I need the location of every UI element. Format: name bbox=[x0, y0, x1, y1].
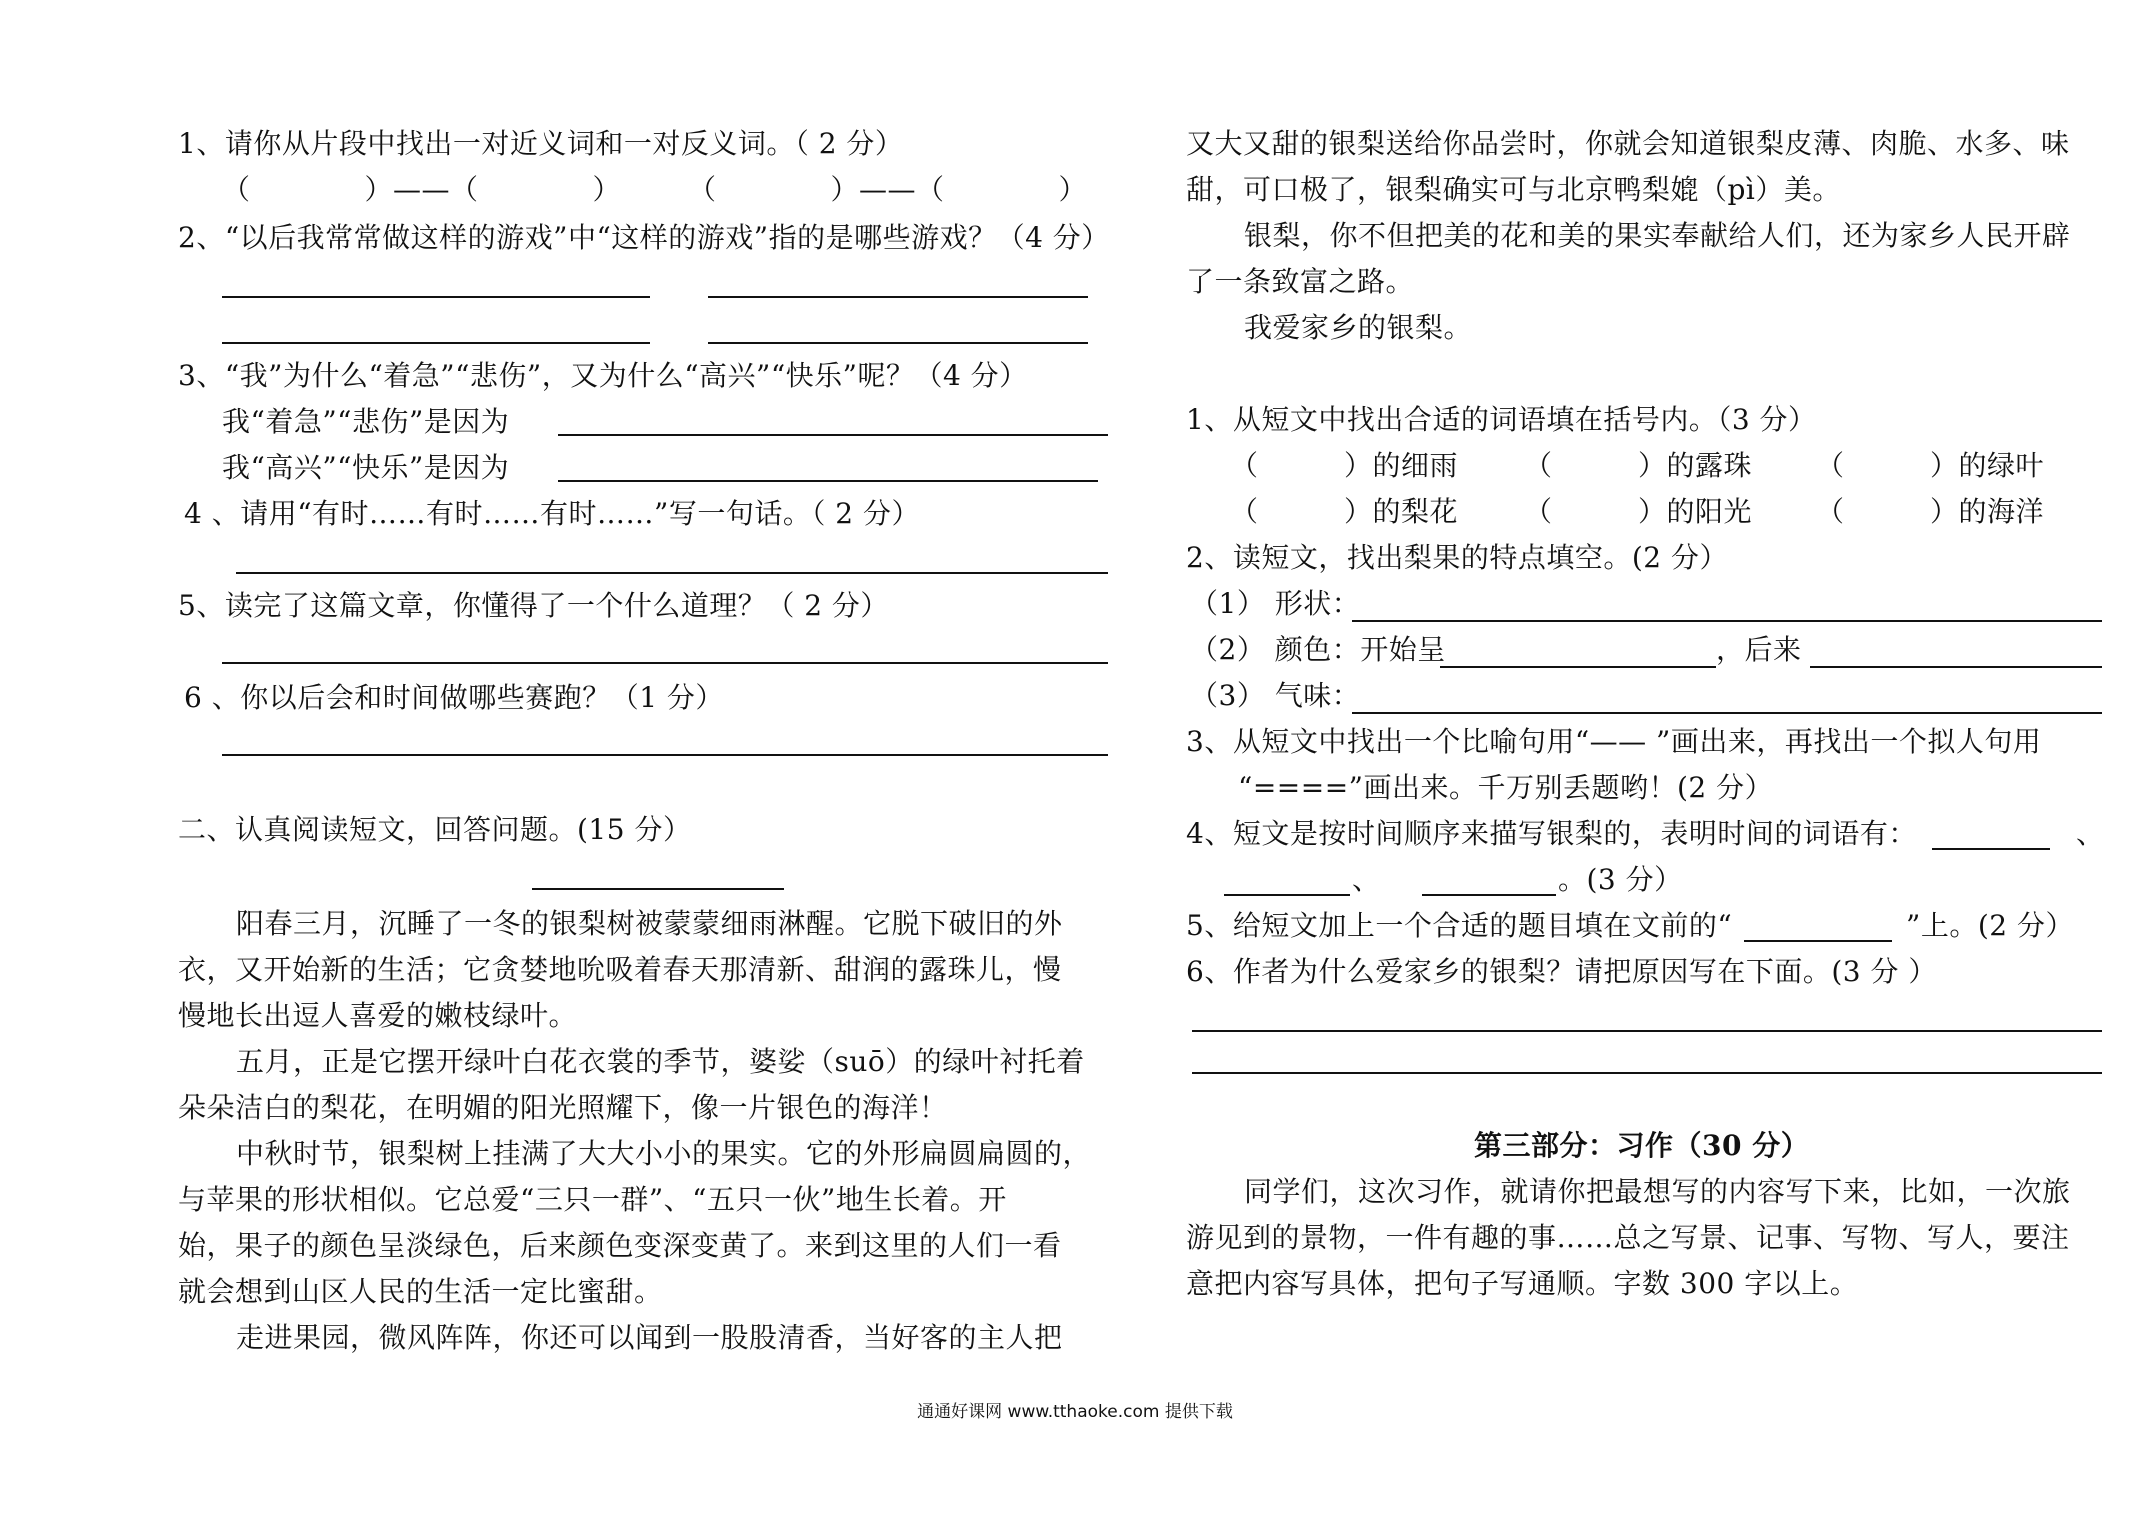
q2-answer-line-2[interactable] bbox=[708, 296, 1088, 298]
q2-answer-line-4[interactable] bbox=[708, 342, 1088, 344]
q2-answer-line-1[interactable] bbox=[222, 296, 650, 298]
rq4-end: 。(3 分） bbox=[1558, 863, 1683, 896]
rq5-title-answer[interactable] bbox=[1744, 940, 1892, 942]
rq2-shape-label: （1） 形状： bbox=[1190, 587, 1361, 620]
passage-line: 走进果园，微风阵阵，你还可以闻到一股股清香，当好客的主人把 bbox=[236, 1321, 1063, 1354]
q3-answer-line-2[interactable] bbox=[558, 480, 1098, 482]
rq4-answer-1[interactable] bbox=[1932, 848, 2050, 850]
part-3-text: 意把内容写具体，把句子写通顺。字数 300 字以上。 bbox=[1186, 1267, 1859, 1300]
section-2-title: 二、认真阅读短文，回答问题。(15 分） bbox=[178, 813, 692, 846]
passage-line: 我爱家乡的银梨。 bbox=[1244, 311, 1473, 344]
q3-line-2: 我“高兴”“快乐”是因为 bbox=[222, 451, 510, 484]
rq2-smell-answer[interactable] bbox=[1352, 712, 2102, 714]
part-3-text: 游见到的景物，一件有趣的事……总之写景、记事、写物、写人，要注 bbox=[1186, 1221, 2070, 1254]
question-6: 6 、你以后会和时间做哪些赛跑？（1 分） bbox=[184, 681, 724, 714]
part-3-text: 同学们，这次习作，就请你把最想写的内容写下来，比如，一次旅 bbox=[1244, 1175, 2071, 1208]
passage-line: 始，果子的颜色呈淡绿色，后来颜色变深变黄了。来到这里的人们一看 bbox=[178, 1229, 1062, 1262]
passage-line: 与苹果的形状相似。它总爱“三只一群”、“五只一伙”地生长着。开 bbox=[178, 1183, 1007, 1216]
passage-title-blank[interactable] bbox=[532, 888, 784, 890]
passage-line: 朵朵洁白的梨花，在明媚的阳光照耀下，像一片银色的海洋！ bbox=[178, 1091, 948, 1124]
rq2-color-start-answer[interactable] bbox=[1440, 666, 1716, 668]
right-question-3-cont: “====”画出来。千万别丢题哟！(2 分） bbox=[1238, 771, 1774, 804]
part-3-title: 第三部分：习作（30 分） bbox=[1474, 1129, 1810, 1162]
rq2-color-later-answer[interactable] bbox=[1810, 666, 2102, 668]
question-2: 2、“以后我常常做这样的游戏”中“这样的游戏”指的是哪些游戏？（4 分） bbox=[178, 221, 1110, 254]
right-question-2: 2、读短文，找出梨果的特点填空。(2 分） bbox=[1186, 541, 1728, 574]
question-3: 3、“我”为什么“着急”“悲伤”，又为什么“高兴”“快乐”呢？（4 分） bbox=[178, 359, 1028, 392]
rq1-blank[interactable]: （ ）的梨花 bbox=[1230, 495, 1459, 528]
rq4-sep: 、 bbox=[2076, 817, 2105, 850]
passage-line: 阳春三月，沉睡了一冬的银梨树被蒙蒙细雨淋醒。它脱下破旧的外 bbox=[236, 907, 1063, 940]
rq2-smell-label: （3） 气味： bbox=[1190, 679, 1361, 712]
right-question-3: 3、从短文中找出一个比喻句用“—— ”画出来，再找出一个拟人句用 bbox=[1186, 725, 2042, 758]
rq4-sep: 、 bbox=[1352, 863, 1381, 896]
q3-line-1: 我“着急”“悲伤”是因为 bbox=[222, 405, 510, 438]
rq4-answer-3[interactable] bbox=[1422, 894, 1556, 896]
q1-blank-synonym[interactable]: （ ）——（ ） bbox=[222, 173, 622, 206]
passage-line: 就会想到山区人民的生活一定比蜜甜。 bbox=[178, 1275, 663, 1308]
passage-line: 银梨，你不但把美的花和美的果实奉献给人们，还为家乡人民开辟 bbox=[1244, 219, 2071, 252]
passage-line: 又大又甜的银梨送给你品尝时，你就会知道银梨皮薄、肉脆、水多、味 bbox=[1186, 127, 2070, 160]
question-4: 4 、请用“有时……有时……有时……”写一句话。（ 2 分） bbox=[184, 497, 920, 530]
rq6-answer-line-1[interactable] bbox=[1192, 1030, 2102, 1032]
passage-line: 了一条致富之路。 bbox=[1186, 265, 1415, 298]
q2-answer-line-3[interactable] bbox=[222, 342, 650, 344]
right-question-4: 4、短文是按时间顺序来描写银梨的，表明时间的词语有： bbox=[1186, 817, 1917, 850]
passage-line: 慢地长出逗人喜爱的嫩枝绿叶。 bbox=[178, 999, 578, 1032]
right-question-6: 6、作者为什么爱家乡的银梨？请把原因写在下面。(3 分 ） bbox=[1186, 955, 1937, 988]
rq1-blank[interactable]: （ ）的绿叶 bbox=[1816, 449, 2045, 482]
right-question-1: 1、从短文中找出合适的词语填在括号内。（3 分） bbox=[1186, 403, 1817, 436]
q3-answer-line-1[interactable] bbox=[558, 434, 1108, 436]
rq4-answer-2[interactable] bbox=[1224, 894, 1350, 896]
rq2-color-later-label: ，后来 bbox=[1716, 633, 1802, 666]
question-5: 5、读完了这篇文章，你懂得了一个什么道理？（ 2 分） bbox=[178, 589, 889, 622]
question-1: 1、请你从片段中找出一对近义词和一对反义词。（ 2 分） bbox=[178, 127, 904, 160]
rq1-blank[interactable]: （ ）的露珠 bbox=[1524, 449, 1753, 482]
rq2-shape-answer[interactable] bbox=[1352, 620, 2102, 622]
passage-line: 衣，又开始新的生活；它贪婪地吮吸着春天那清新、甜润的露珠儿，慢 bbox=[178, 953, 1062, 986]
q6-answer-line[interactable] bbox=[222, 754, 1108, 756]
rq2-color-label: （2） 颜色：开始呈 bbox=[1190, 633, 1446, 666]
q4-answer-line[interactable] bbox=[236, 572, 1108, 574]
rq1-blank[interactable]: （ ）的海洋 bbox=[1816, 495, 2045, 528]
left-column bbox=[178, 0, 1108, 1518]
rq6-answer-line-2[interactable] bbox=[1192, 1072, 2102, 1074]
q1-blank-antonym[interactable]: （ ）——（ ） bbox=[688, 173, 1088, 206]
rq1-blank[interactable]: （ ）的阳光 bbox=[1524, 495, 1753, 528]
right-question-5-end: ”上。(2 分） bbox=[1906, 909, 2074, 942]
passage-line: 甜，可口极了，银梨确实可与北京鸭梨媲（pì）美。 bbox=[1186, 173, 1841, 206]
right-column bbox=[1186, 0, 2106, 1518]
footer-credit: 通通好课网 www.tthaoke.com 提供下载 bbox=[917, 1402, 1233, 1422]
passage-line: 五月，正是它摆开绿叶白花衣裳的季节，婆娑（suō）的绿叶衬托着 bbox=[236, 1045, 1085, 1078]
passage-line: 中秋时节，银梨树上挂满了大大小小的果实。它的外形扁圆扁圆的， bbox=[236, 1137, 1092, 1170]
rq1-blank[interactable]: （ ）的细雨 bbox=[1230, 449, 1459, 482]
q5-answer-line[interactable] bbox=[222, 662, 1108, 664]
right-question-5: 5、给短文加上一个合适的题目填在文前的“ bbox=[1186, 909, 1733, 942]
